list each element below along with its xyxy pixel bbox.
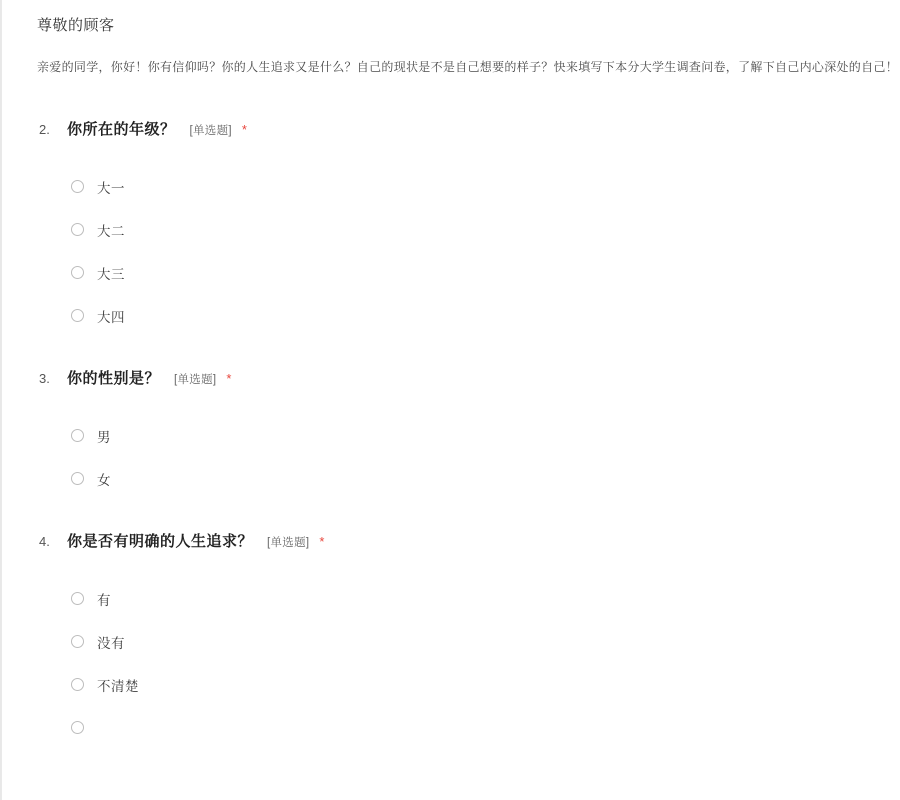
option-group <box>39 577 900 749</box>
question-header <box>39 118 900 139</box>
option-row[interactable] <box>71 663 900 706</box>
radio-icon[interactable] <box>71 592 84 605</box>
question-header <box>39 530 900 551</box>
option-row[interactable] <box>71 251 900 294</box>
option-label: 大三 <box>97 266 125 282</box>
question-type-label: [单选题] <box>174 374 217 386</box>
option-label: 大二 <box>97 223 125 239</box>
option-label: 没有 <box>97 635 125 651</box>
option-row[interactable] <box>71 165 900 208</box>
radio-icon[interactable] <box>71 429 84 442</box>
option-row[interactable] <box>71 706 900 749</box>
radio-icon[interactable] <box>71 472 84 485</box>
question-title: 你的性别是？ <box>67 370 161 387</box>
radio-icon[interactable] <box>71 635 84 648</box>
radio-icon[interactable] <box>71 678 84 691</box>
survey-title: 尊敬的顾客 <box>37 17 115 34</box>
option-row[interactable] <box>71 294 900 337</box>
option-group <box>39 165 900 337</box>
question-block-4 <box>1 530 900 749</box>
radio-icon[interactable] <box>71 223 84 236</box>
question-title: 你是否有明确的人生追求？ <box>67 533 254 550</box>
question-number: 4. <box>39 534 50 549</box>
option-group <box>39 414 900 500</box>
radio-icon[interactable] <box>71 180 84 193</box>
radio-icon[interactable] <box>71 721 84 734</box>
option-row[interactable] <box>71 208 900 251</box>
question-block-2 <box>1 118 900 337</box>
option-label: 男 <box>97 429 111 445</box>
option-label: 大一 <box>97 180 125 196</box>
survey-description: 亲爱的同学，你好！你有信仰吗？你的人生追求又是什么？自己的现状是不是自己想要的样子？快来填写下本分大学生调查问卷，了解下自己内心深处的自己！ <box>37 60 899 74</box>
option-row[interactable] <box>71 457 900 500</box>
option-label: 大四 <box>97 309 125 325</box>
question-list <box>1 118 900 749</box>
required-asterisk: * <box>241 122 247 137</box>
required-asterisk: * <box>226 371 232 386</box>
option-label: 不清楚 <box>97 678 139 694</box>
option-row[interactable] <box>71 620 900 663</box>
required-asterisk: * <box>319 534 325 549</box>
option-row[interactable] <box>71 577 900 620</box>
question-type-label: [单选题] <box>189 125 232 137</box>
question-header <box>39 367 900 388</box>
option-row[interactable] <box>71 414 900 457</box>
question-number: 2. <box>39 122 50 137</box>
option-label: 有 <box>97 592 111 608</box>
question-number: 3. <box>39 371 50 386</box>
radio-icon[interactable] <box>71 309 84 322</box>
question-block-3 <box>1 367 900 500</box>
option-label: 女 <box>97 472 111 488</box>
question-title: 你所在的年级？ <box>67 121 176 138</box>
radio-icon[interactable] <box>71 266 84 279</box>
question-type-label: [单选题] <box>267 537 310 549</box>
